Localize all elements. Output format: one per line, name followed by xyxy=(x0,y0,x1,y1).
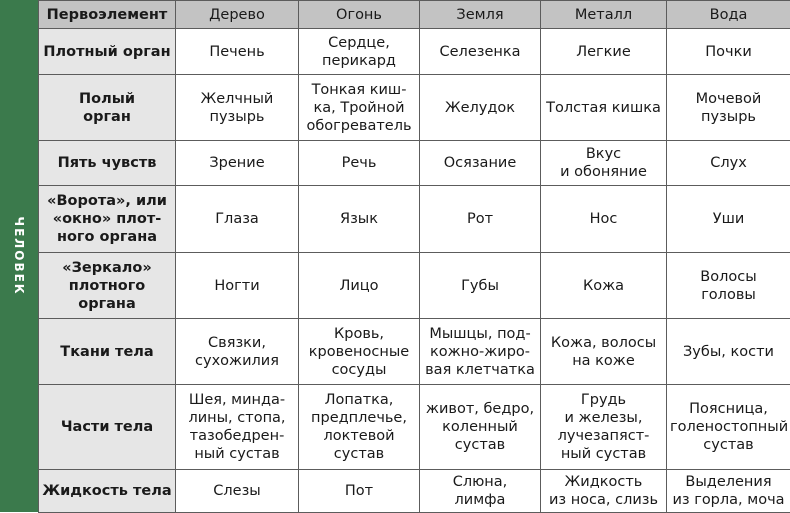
table-cell: Нос xyxy=(541,186,667,253)
sidebar-human xyxy=(0,0,38,512)
table-row xyxy=(39,29,790,75)
table-cell: Селезенка xyxy=(420,29,541,75)
table-cell: Почки xyxy=(667,29,790,75)
table-cell: Осязание xyxy=(420,141,541,186)
table-cell: Жидкость из носа, слизь xyxy=(541,470,667,513)
row-label: Ткани тела xyxy=(39,319,176,385)
row-label: «Ворота», или «окно» плот- ного органа xyxy=(39,186,176,253)
table-row xyxy=(39,253,790,319)
table-row xyxy=(39,470,790,513)
table-cell: Слюна, лимфа xyxy=(420,470,541,513)
table-row xyxy=(39,186,790,253)
table-row xyxy=(39,141,790,186)
table-cell: Кровь, кровеносные сосуды xyxy=(299,319,420,385)
table-cell: Слух xyxy=(667,141,790,186)
table-cell: Ногти xyxy=(176,253,299,319)
table-cell: Кожа, волосы на коже xyxy=(541,319,667,385)
table-row xyxy=(39,385,790,470)
column-header-fire: Огонь xyxy=(299,1,420,29)
table-cell: Слезы xyxy=(176,470,299,513)
table-cell: Мышцы, под- кожно-жиро- вая клетчатка xyxy=(420,319,541,385)
table-cell: Уши xyxy=(667,186,790,253)
row-label: Полый орган xyxy=(39,75,176,141)
table-cell: Лопатка, предплечье, локтевой сустав xyxy=(299,385,420,470)
table-cell: Грудь и железы, лучезапяст- ный сустав xyxy=(541,385,667,470)
table-cell: Кожа xyxy=(541,253,667,319)
row-label: «Зеркало» плотного органа xyxy=(39,253,176,319)
elements-table xyxy=(38,0,790,513)
table-cell: Рот xyxy=(420,186,541,253)
table-cell: Желудок xyxy=(420,75,541,141)
table-cell: Речь xyxy=(299,141,420,186)
table-cell: Тонкая киш- ка, Тройной обогреватель xyxy=(299,75,420,141)
table-cell: Толстая кишка xyxy=(541,75,667,141)
table-cell: Связки, сухожилия xyxy=(176,319,299,385)
table-header xyxy=(39,1,790,29)
sidebar-label: ЧЕЛОВЕК xyxy=(12,216,26,295)
table-cell: Зубы, кости xyxy=(667,319,790,385)
table-cell: Пот xyxy=(299,470,420,513)
table-cell: Губы xyxy=(420,253,541,319)
header-corner: Первоэлемент xyxy=(39,1,176,29)
table-cell: Желчный пузырь xyxy=(176,75,299,141)
table-cell: Печень xyxy=(176,29,299,75)
table-cell: Легкие xyxy=(541,29,667,75)
row-label: Плотный орган xyxy=(39,29,176,75)
table-cell: Выделения из горла, моча xyxy=(667,470,790,513)
table-cell: Глаза xyxy=(176,186,299,253)
row-label: Пять чувств xyxy=(39,141,176,186)
table-cell: Зрение xyxy=(176,141,299,186)
column-header-water: Вода xyxy=(667,1,790,29)
row-label: Части тела xyxy=(39,385,176,470)
column-header-metal: Металл xyxy=(541,1,667,29)
table-cell: Мочевой пузырь xyxy=(667,75,790,141)
row-label: Жидкость тела xyxy=(39,470,176,513)
table-cell: живот, бедро, коленный сустав xyxy=(420,385,541,470)
table-cell: Поясница, голеностопный сустав xyxy=(667,385,790,470)
table-row xyxy=(39,319,790,385)
header-row xyxy=(39,1,790,29)
table-cell: Вкус и обоняние xyxy=(541,141,667,186)
table-cell: Лицо xyxy=(299,253,420,319)
table-body xyxy=(39,29,790,513)
table-cell: Язык xyxy=(299,186,420,253)
table-cell: Шея, минда- лины, стопа, тазобедрен- ный сустав xyxy=(176,385,299,470)
column-header-wood: Дерево xyxy=(176,1,299,29)
table-cell: Волосы головы xyxy=(667,253,790,319)
table-row xyxy=(39,75,790,141)
column-header-earth: Земля xyxy=(420,1,541,29)
table-cell: Сердце, перикард xyxy=(299,29,420,75)
